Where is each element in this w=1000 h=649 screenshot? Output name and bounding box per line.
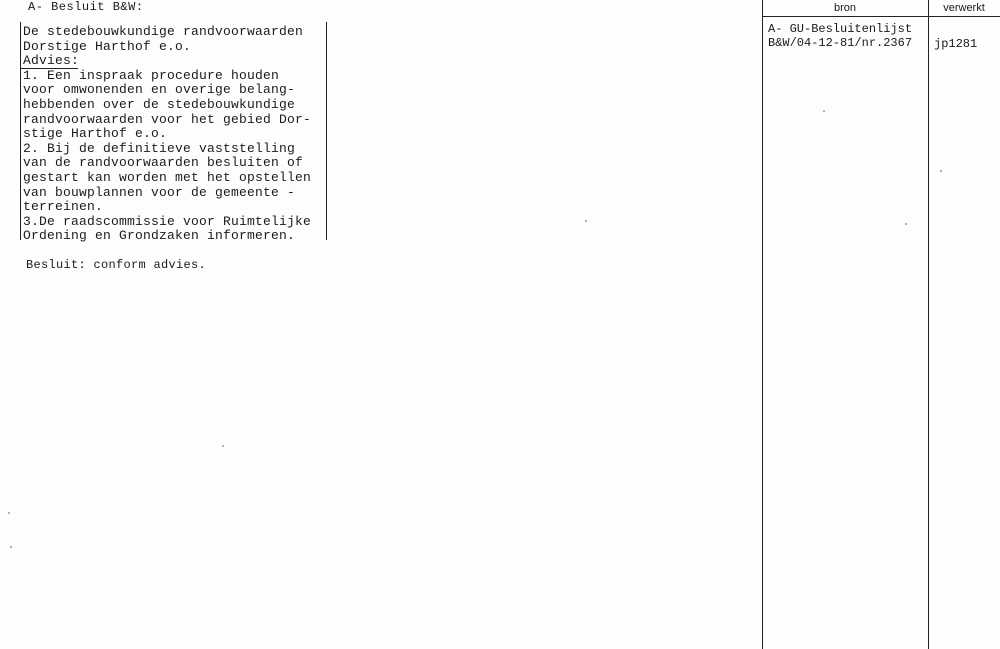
bron-source-line: A- GU-Besluitenlijst	[768, 22, 913, 36]
column-header-verwerkt: verwerkt	[943, 2, 985, 14]
scan-speck	[8, 512, 10, 514]
column-header-bron: bron	[833, 2, 857, 14]
column-rule-bron	[762, 0, 763, 649]
clipping-line: terreinen.	[23, 199, 104, 215]
clipping-line: stige Harthof e.o.	[23, 126, 168, 142]
clipping-line: randvoorwaarden voor het gebied Dor-	[23, 111, 312, 127]
clipping-line: van de randvoorwaarden besluiten of	[23, 155, 304, 171]
header-rule	[762, 16, 1000, 17]
clipping-line: van bouwplannen voor de gemeente -	[23, 184, 296, 200]
clipping-line: Ordening en Grondzaken informeren.	[23, 228, 296, 244]
column-rule-verwerkt	[928, 0, 929, 649]
scan-speck	[905, 223, 907, 225]
verwerkt-code: jp1281	[934, 37, 978, 51]
scan-speck	[940, 170, 942, 172]
clipping-line: 2. Bij de definitieve vaststelling	[23, 140, 296, 156]
clipping-line: Advies:	[23, 53, 80, 69]
decision-text: Besluit: conform advies.	[26, 258, 207, 272]
scan-speck	[585, 220, 587, 222]
pasted-clipping-text	[23, 25, 343, 244]
clipping-line: 3.De raadscommissie voor Ruimtelijke	[23, 213, 312, 229]
scan-speck	[222, 445, 224, 447]
clipping-line: hebbenden over de stedebouwkundige	[23, 96, 296, 112]
scan-speck	[10, 546, 12, 548]
document-heading: A- Besluit B&W:	[28, 0, 144, 14]
clipping-line: voor omwonenden en overige belang-	[23, 82, 296, 98]
clipping-line: Dorstige Harthof e.o.	[23, 38, 192, 54]
clipping-line: De stedebouwkundige randvoorwaarden	[23, 24, 304, 39]
scan-speck	[823, 110, 825, 112]
clipping-line: 1. Een inspraak procedure houden	[23, 67, 280, 83]
bron-reference-line: B&W/04-12-81/nr.2367	[768, 36, 913, 50]
clipping-line: gestart kan worden met het opstellen	[23, 169, 312, 185]
